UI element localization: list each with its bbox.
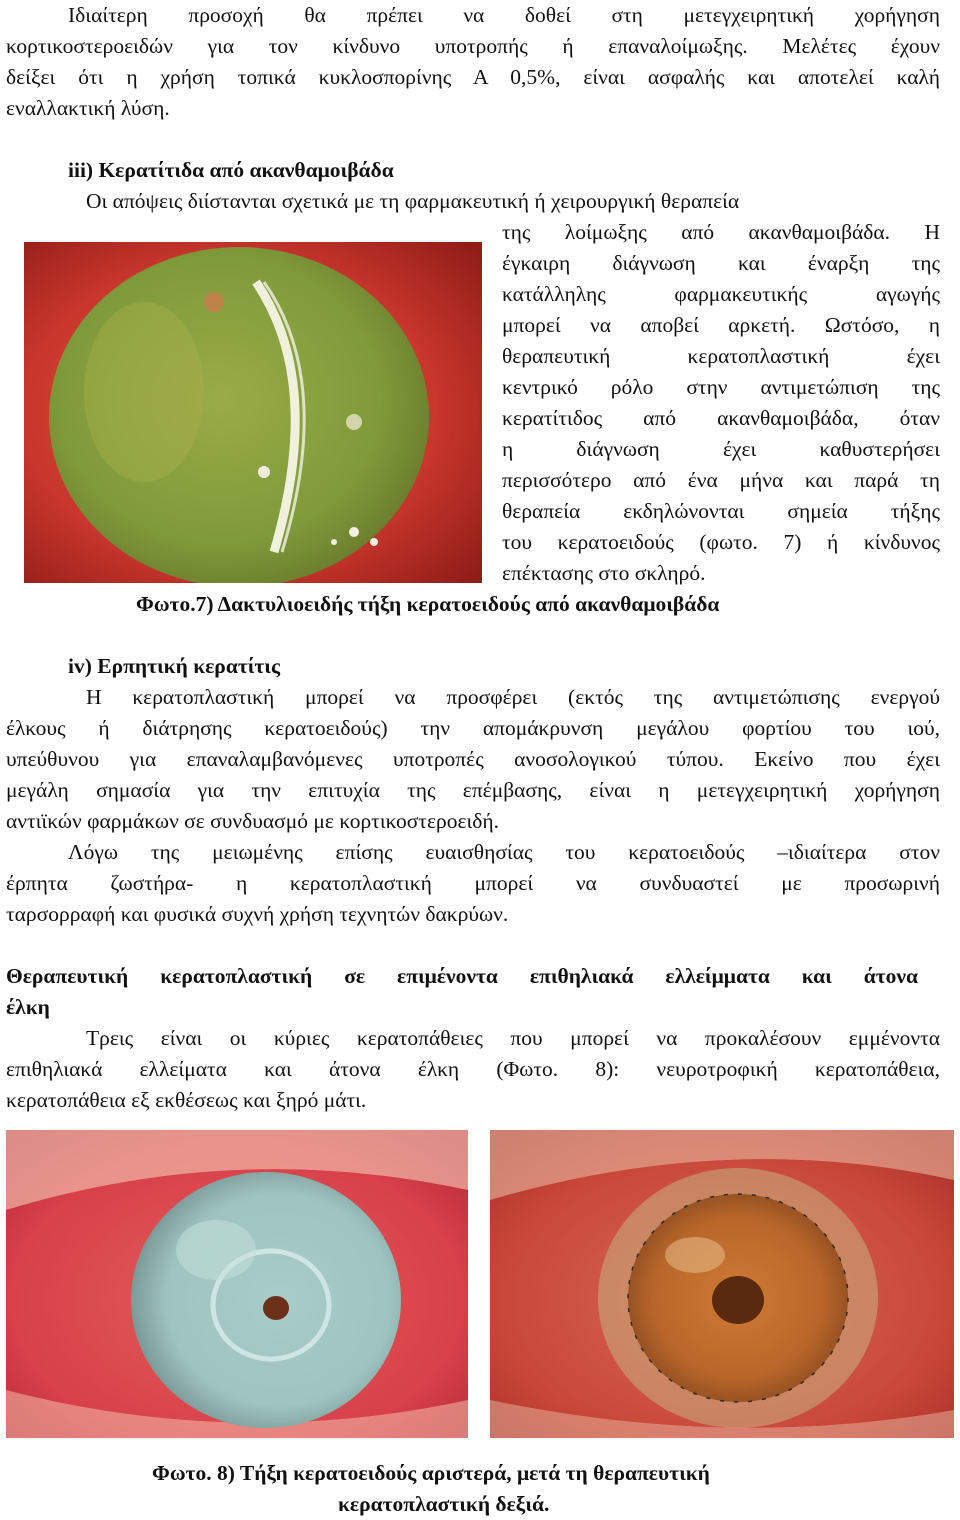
section4-line-3: υπεύθυνου για επαναλαμβανόμενες υποτροπές ανοσολογικού τύπου. Εκείνο που έχει [6,747,940,771]
section5-heading-line-2: έλκη [6,995,50,1019]
photo-7-caption: Φωτο.7) Δακτυλιοειδής τήξη κερατοειδούς από ακανθαμοιβάδα [136,592,720,616]
section3-side-line-1: της λοίμωξης από ακανθαμοιβάδα. Η [502,220,940,244]
photo-8-right-keratoplasty [490,1130,954,1438]
intro-line-2: κορτικοστεροειδών για τον κίνδυνο υποτροπής ή επαναλοίμωξης. Μελέτες έχουν [6,34,940,58]
section-heading-herpetic: iv) Ερπητική κερατίτις [68,654,281,678]
section4-line-6: Λόγω της μειωμένης επίσης ευαισθησίας του κερατοειδούς –ιδιαίτερα στον [68,840,940,864]
section4-line-2: έλκους ή διάτρησης κερατοειδούς) την απομάκρυνση μεγάλου φορτίου του ιού, [6,716,940,740]
section-heading-acanthamoeba: iii) Κερατίτιδα από ακανθαμοιβάδα [68,158,394,182]
section3-side-line-4: μπορεί να αποβεί αρκετή. Ωστόσο, η [502,313,940,337]
section5-line-3: κερατοπάθεια εξ εκθέσεως και ξηρό μάτι. [6,1088,367,1112]
section3-side-line-3: κατάλληλης φαρμακευτικής αγωγής [502,282,940,306]
section4-line-1: Η κερατοπλαστική μπορεί να προσφέρει (εκτός της αντιμετώπισης ενεργού [86,685,940,709]
section5-line-2: επιθηλιακά ελλείματα και άτονα έλκη (Φωτο. 8): νευροτροφική κερατοπάθεια, [6,1057,940,1081]
section3-side-line-11: του κερατοειδούς (φωτο. 7) ή κίνδυνος [502,530,940,554]
section3-side-line-8: η διάγνωση έχει καθυστερήσει [502,437,940,461]
section3-side-line-7: κερατίτιδος από ακανθαμοιβάδα, όταν [502,406,940,430]
section3-side-line-12: επέκτασης στο σκληρό. [502,561,706,585]
intro-line-3: δείξει ότι η χρήση τοπικά κυκλοσπορίνης Α 0,5%, είναι ασφαλής και αποτελεί καλή [6,65,940,89]
section5-heading-line-1: Θεραπευτική κερατοπλαστική σε επιμένοντα επιθηλιακά ελλείμματα και άτονα [6,964,918,988]
photo-7-acanthamoeba-ring-melt [24,242,482,583]
section4-line-8: ταρσορραφή και φυσικά συχνή χρήση τεχνητών δακρύων. [6,902,509,926]
photo-8-caption-line-1: Φωτο. 8) Τήξη κερατοειδούς αριστερά, μετά τη θεραπευτική [152,1461,710,1485]
section4-line-5: αντιϊκών φαρμάκων σε συνδυασμό με κορτικοστεροειδή. [6,809,500,833]
photo-8-left-corneal-melt [6,1130,468,1438]
section4-line-7: έρπητα ζωστήρα- η κερατοπλαστική μπορεί να συνδυαστεί με προσωρινή [6,871,940,895]
photo-8-caption-line-2: κερατοπλαστική δεξιά. [338,1492,550,1516]
section3-first-line: Οι απόψεις διίστανται σχετικά με τη φαρμακευτική ή χειρουργική θεραπεία [86,189,740,213]
section3-side-line-2: έγκαιρη διάγνωση και έναρξη της [502,251,940,275]
section3-side-line-5: θεραπευτική κερατοπλαστική έχει [502,344,940,368]
section5-line-1: Τρεις είναι οι κύριες κερατοπάθειες που μπορεί να προκαλέσουν εμμένοντα [86,1026,940,1050]
section3-side-line-10: θεραπεία εκδηλώνονται σημεία τήξης [502,499,940,523]
intro-line-4: εναλλακτική λύση. [6,96,170,120]
section3-side-line-9: περισσότερο από ένα μήνα και παρά τη [502,468,940,492]
section3-side-line-6: κεντρικό ρόλο στην αντιμετώπιση της [502,375,940,399]
intro-line-1: Ιδιαίτερη προσοχή θα πρέπει να δοθεί στη μετεγχειρητική χορήγηση [68,3,940,27]
section4-line-4: μεγάλη σημασία για την επιτυχία της επέμβασης, είναι η μετεγχειρητική χορήγηση [6,778,940,802]
